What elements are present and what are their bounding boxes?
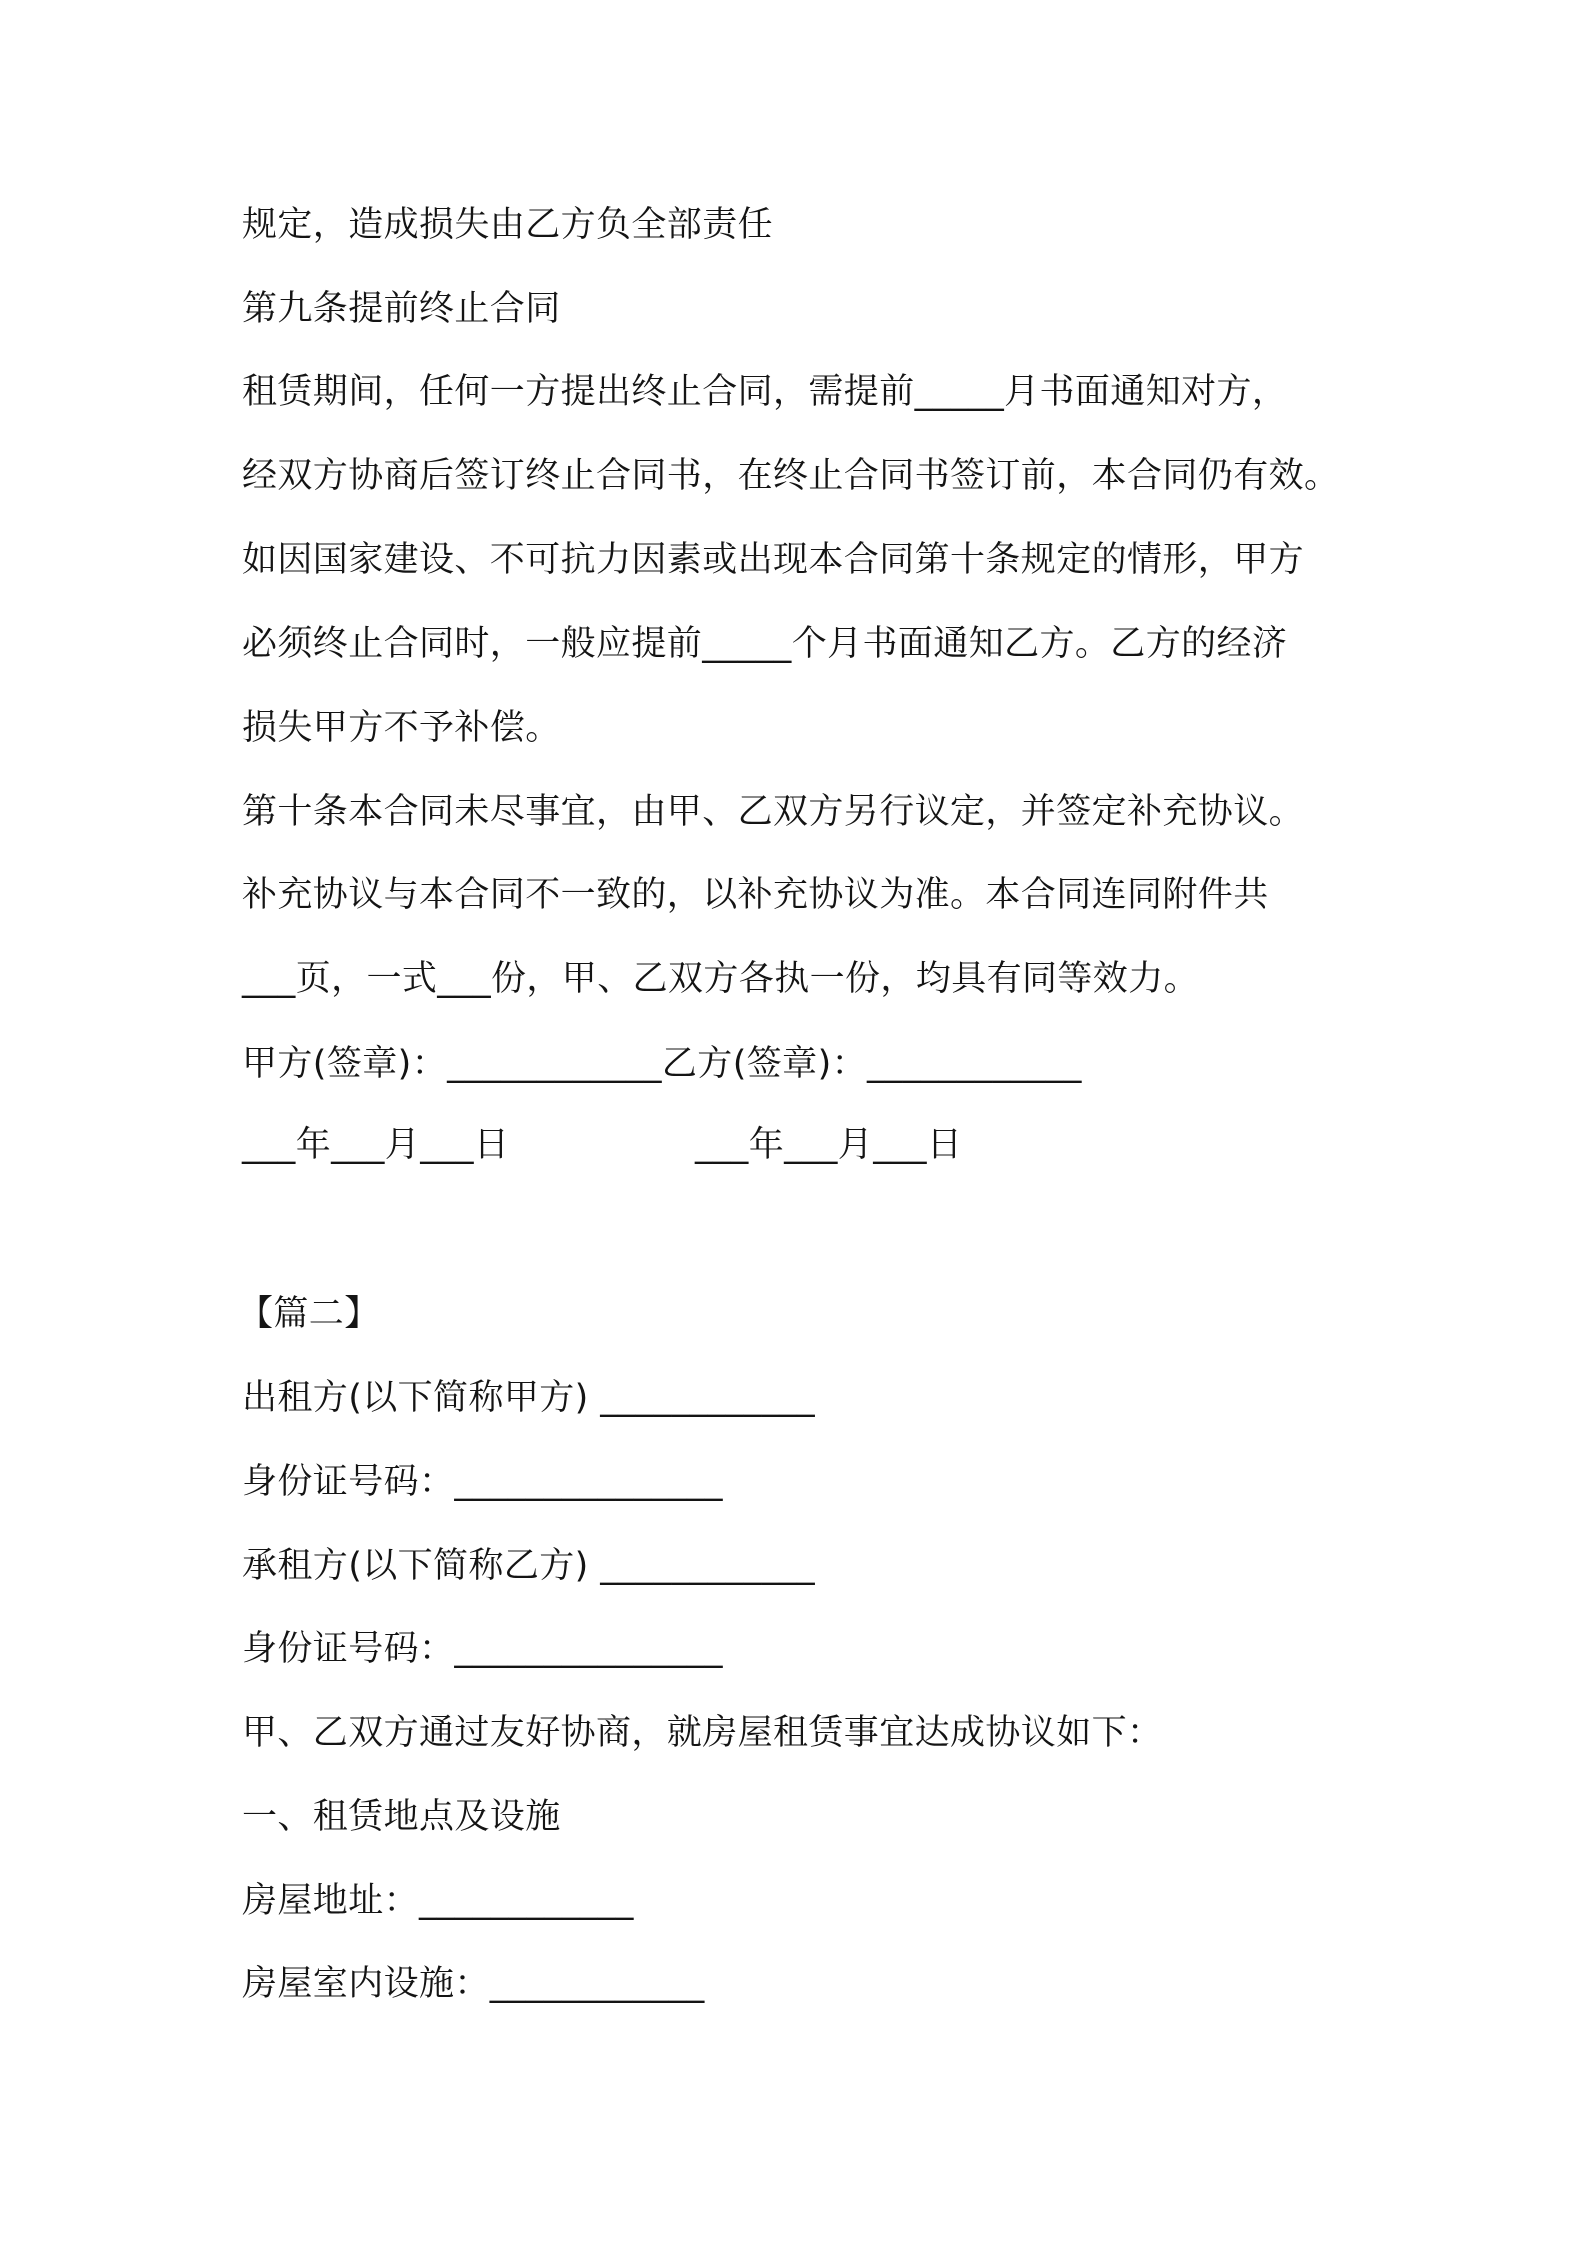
lessor-id-field: 身份证号码：_______________ xyxy=(242,1462,723,1502)
section-heading: 【篇二】 xyxy=(238,1294,380,1334)
text-line-10: ___页，一式___份，甲、乙双方各执一份，均具有同等效力。 xyxy=(242,959,1200,999)
house-address-field: 房屋地址：____________ xyxy=(242,1881,634,1921)
text-line-1: 规定，造成损失由乙方负全部责任 xyxy=(242,205,774,245)
text-line-3: 租赁期间，任何一方提出终止合同，需提前_____月书面通知对方， xyxy=(242,372,1288,412)
article-9-heading: 第九条提前终止合同 xyxy=(242,289,561,329)
text-line-5: 如因国家建设、不可抗力因素或出现本合同第十条规定的情形，甲方 xyxy=(242,540,1305,580)
text-line-9: 补充协议与本合同不一致的，以补充协议为准。本合同连同附件共 xyxy=(242,875,1269,915)
article-10-text: 第十条本合同未尽事宜，由甲、乙双方另行议定，并签定补充协议。 xyxy=(242,792,1305,832)
signature-line: 甲方(签章)：____________乙方(签章)：____________ xyxy=(242,1044,1082,1084)
lessor-field: 出租方(以下简称甲方) ____________ xyxy=(242,1378,816,1418)
house-facilities-field: 房屋室内设施：____________ xyxy=(242,1964,705,2004)
text-line-4: 经双方协商后签订终止合同书，在终止合同书签订前，本合同仍有效。 xyxy=(242,456,1340,496)
lessee-id-field: 身份证号码：_______________ xyxy=(242,1629,723,1669)
clause-1-heading: 一、租赁地点及设施 xyxy=(242,1797,561,1837)
date-line-left: ___年___月___日 xyxy=(242,1125,510,1165)
text-line-6: 必须终止合同时，一般应提前_____个月书面通知乙方。乙方的经济 xyxy=(242,624,1288,664)
agreement-intro: 甲、乙双方通过友好协商，就房屋租赁事宜达成协议如下： xyxy=(242,1713,1163,1753)
date-line-right: ___年___月___日 xyxy=(695,1125,963,1165)
text-line-7: 损失甲方不予补偿。 xyxy=(242,708,561,748)
lessee-field: 承租方(以下简称乙方) ____________ xyxy=(242,1546,816,1586)
